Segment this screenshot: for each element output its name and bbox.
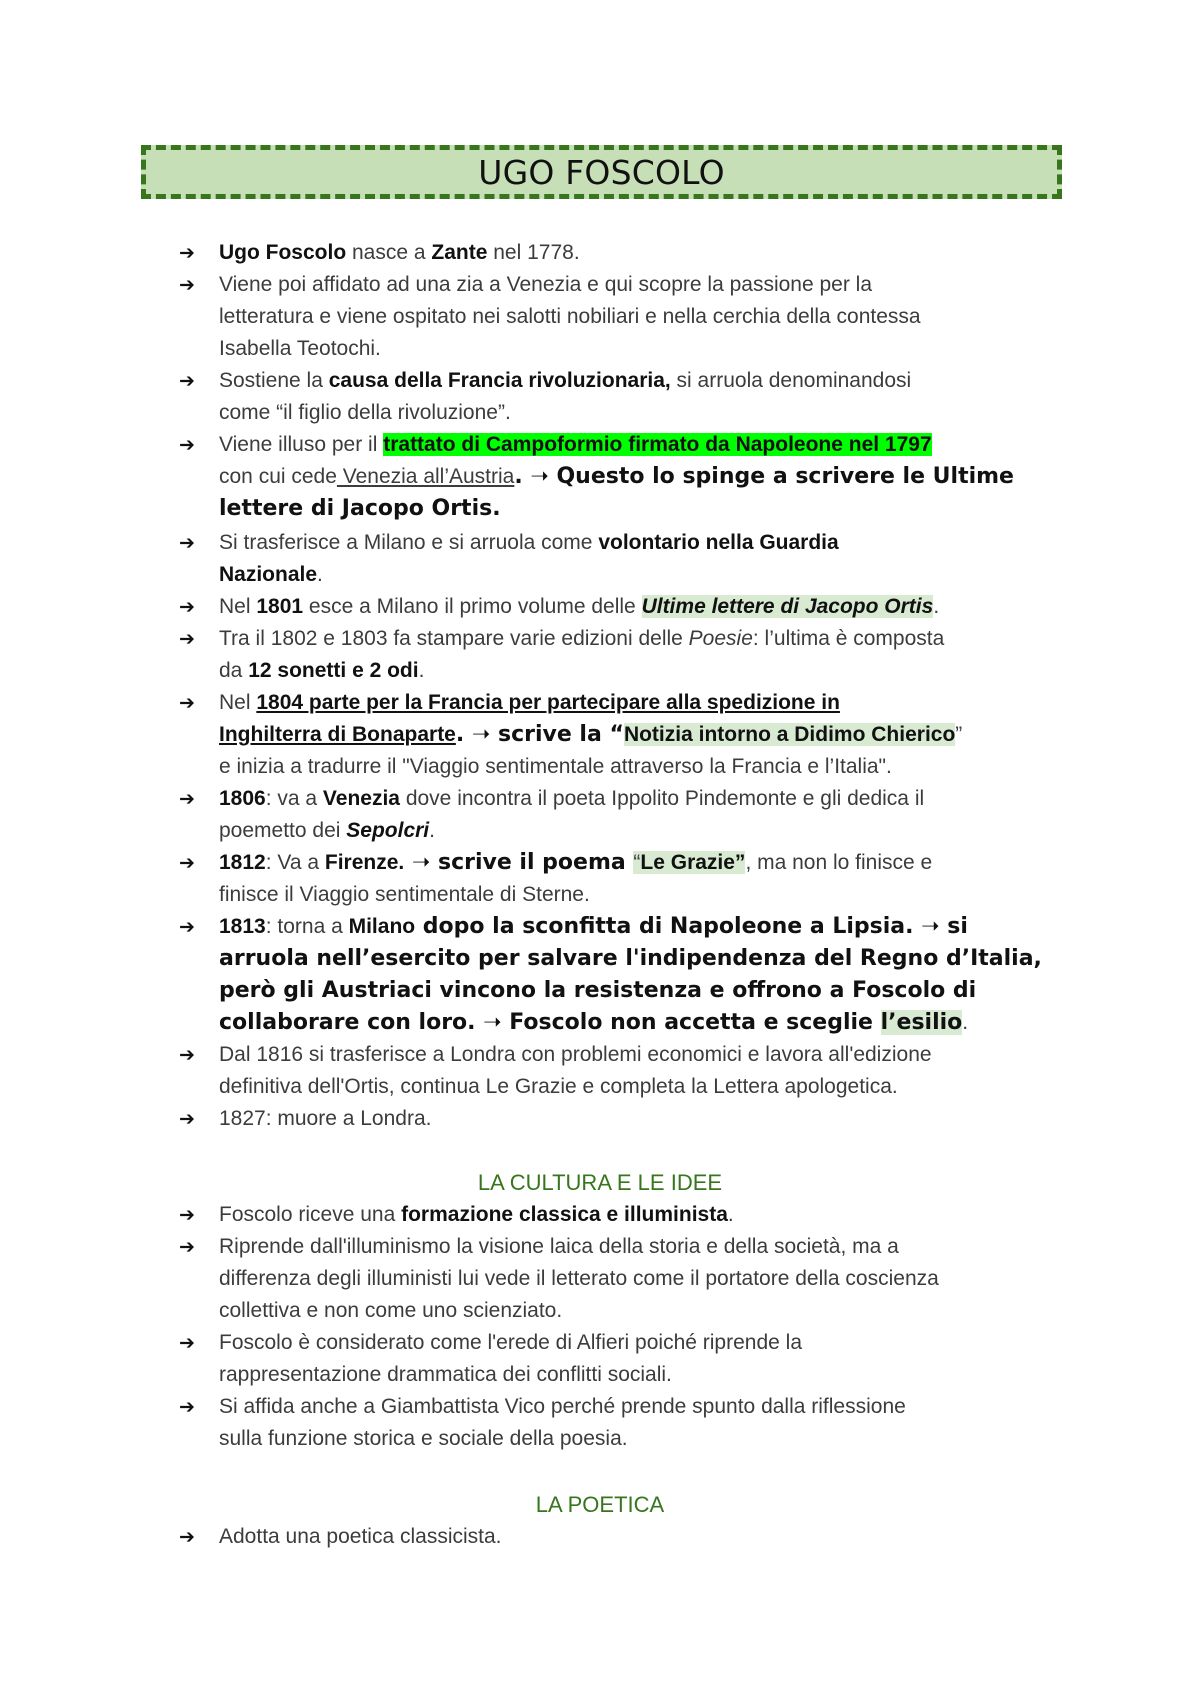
arrow-bullet-icon: ➔ [179, 434, 195, 456]
arrow-bullet-icon: ➔ [179, 1526, 195, 1548]
title-banner [141, 145, 1062, 199]
section-heading-culture: LA CULTURA E LE IDEE [477, 1170, 723, 1195]
arrow-bullet-icon: ➔ [179, 1108, 195, 1130]
arrow-bullet-icon: ➔ [179, 692, 195, 714]
arrow-bullet-icon: ➔ [179, 596, 195, 618]
document-page: UGO FOSCOLO ➔ Ugo Foscolo nasce a Zante nel 1778. ➔ Viene poi affidato ad una zia a Venezia e qui scopre la passione per la letteratura e viene ospitato nei salotti nobiliari e nella cerchia della contessa Isabella Teotochi. ➔ Sostiene la causa della Francia rivoluzionaria, si arruola denominandosi come “il figlio della rivoluzione”. ➔ Viene illuso per il trattato di Campoformio firmato da Napoleone nel 1797 con cui cede Venezia all’Austria. ➝ Questo lo spinge a scrivere le Ultime lettere di Jacopo Ortis. ➔ Si trasferisce a Milano e si arruola come volontario nella Guardia Nazionale. ➔ Nel 1801 esce a Milano il primo volume delle Ultime lettere di Jacopo Ortis. ➔ Tra il 1802 e 1803 fa stampare varie edizioni delle Poesie: l’ultima è composta da 12 sonetti e 2 odi. ➔ Nel 1804 parte per la Francia per partecipare alla spedizione in Inghilterra di Bonaparte. ➝ scrive la “Notizia intorno a Didimo Chierico” e inizia a tradurre il "Viaggio sentimentale attraverso la Francia e l’Italia". ➔ 1806: va a Venezia dove incontra il poeta Ippolito Pindemonte e gli dedica il poemetto dei Sepolcri. ➔ 1812: Va a Firenze. ➝ scrive il poema “Le Grazie”, ma non lo finisce e finisce il Viaggio sentimentale di Sterne. ➔ 1813: torna a Milano dopo la sconfitta di Napoleone a Lipsia. ➝ si arruola nell’esercito per salvare l'indipendenza del Regno d’Italia, però gli Austriaci vincono la resistenza e offrono a Foscolo di collaborare con loro. ➝ Foscolo non accetta e sceglie l’esilio. ➔ Dal 1816 si trasferisce a Londra con problemi economici e lavora all'edizione definitiva dell'Ortis, continua Le Grazie e completa la Lettera apologetica. ➔ 1827: muore a Londra. LA CULTURA E LE IDEE ➔ Foscolo riceve una formazione classica e illuminista. ➔ Riprende dall'illuminismo la visione laica della storia e della società, ma a differenza degli illuministi lui vede il letterato come il portatore della coscienza collettiva e non come uno scienziato. ➔ Foscolo è considerato come l'erede di Alfieri poiché riprende la rappresentazione drammatica dei conflitti sociali. ➔ Si affida anche a Giambattista Vico perché prende spunto dalla riflessione sulla funzione storica e sociale della poesia. LA POETICA ➔ Adotta una poetica classicista. [0, 0, 1200, 1698]
arrow-bullet-icon: ➔ [179, 1332, 195, 1354]
arrow-bullet-icon: ➔ [179, 628, 195, 650]
arrow-bullet-icon: ➔ [179, 532, 195, 554]
arrow-bullet-icon: ➔ [179, 1396, 195, 1418]
arrow-bullet-icon: ➔ [179, 1204, 195, 1226]
arrow-bullet-icon: ➔ [179, 370, 195, 392]
arrow-bullet-icon: ➔ [179, 1044, 195, 1066]
arrow-bullet-icon: ➔ [179, 1236, 195, 1258]
arrow-bullet-icon: ➔ [179, 788, 195, 810]
arrow-bullet-icon: ➔ [179, 916, 195, 938]
document-title: UGO FOSCOLO [478, 152, 725, 192]
arrow-bullet-icon: ➔ [179, 852, 195, 874]
arrow-bullet-icon: ➔ [179, 274, 195, 296]
section-heading-poetics: LA POETICA [535, 1492, 665, 1517]
arrow-bullet-icon: ➔ [179, 242, 195, 264]
